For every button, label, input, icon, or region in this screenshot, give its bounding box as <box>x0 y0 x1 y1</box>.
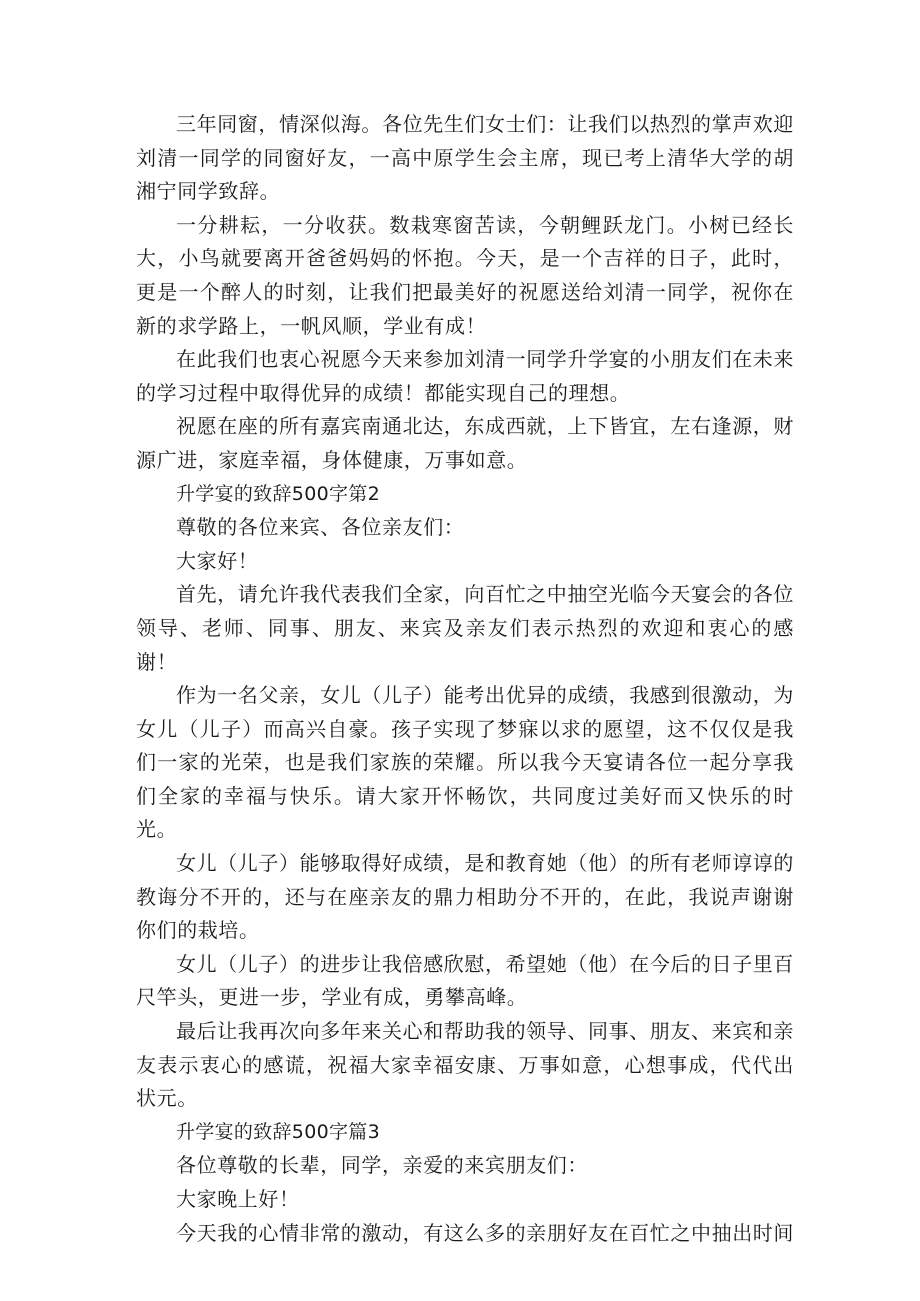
salutation: 尊敬的各位来宾、各位亲友们： <box>176 515 465 540</box>
section-heading: 升学宴的致辞500字第2 <box>176 482 380 505</box>
salutation: 各位尊敬的长辈，同学，亲爱的来宾朋友们： <box>176 1153 588 1178</box>
paragraph: 祝愿在座的所有嘉宾南通北达，东成西就，上下皆宜，左右逢源，财源广进，家庭幸福，身体健康，万事如意。 <box>136 414 794 472</box>
paragraph: 一分耕耘，一分收获。数栽寒窗苦读，今朝鲤跃龙门。小树已经长大，小鸟就要离开爸爸妈妈的怀抱。今天，是一个吉祥的日子，此时，更是一个醉人的时刻，让我们把最美好的祝愿送给刘清一同学，祝你在新的求学路上，一帆风顺，学业有成！ <box>136 212 794 338</box>
paragraph: 三年同窗，情深似海。各位先生们女士们：让我们以热烈的掌声欢迎刘清一同学的同窗好友，一高中原学生会主席，现已考上清华大学的胡湘宁同学致辞。 <box>136 112 794 204</box>
document-page <box>136 108 794 1250</box>
paragraph: 作为一名父亲，女儿（儿子）能考出优异的成绩，我感到很激动，为女儿（儿子）而高兴自豪。孩子实现了梦寐以求的愿望，这不仅仅是我们一家的光荣，也是我们家族的荣耀。所以我今天宴请各位一起分享我们全家的幸福与快乐。请大家开怀畅饮，共同度过美好而又快乐的时光。 <box>136 683 794 842</box>
paragraph: 今天我的心情非常的激动，有这么多的亲朋好友在百忙之中抽出时间 <box>176 1220 794 1245</box>
paragraph: 在此我们也衷心祝愿今天来参加刘清一同学升学宴的小朋友们在未来的学习过程中取得优异的成绩！都能实现自己的理想。 <box>136 347 794 405</box>
paragraph: 女儿（儿子）的进步让我倍感欣慰，希望她（他）在今后的日子里百尺竿头，更进一步，学业有成，勇攀高峰。 <box>136 951 794 1010</box>
paragraph: 最后让我再次向多年来关心和帮助我的领导、同事、朋友、来宾和亲友表示衷心的感谎，祝福大家幸福安康、万事如意，心想事成，代代出状元。 <box>136 1019 794 1111</box>
greeting: 大家晚上好！ <box>176 1187 300 1211</box>
section-heading: 升学宴的致辞500字篇3 <box>176 1120 380 1143</box>
greeting: 大家好！ <box>176 548 259 573</box>
paragraph: 首先，请允许我代表我们全家，向百忙之中抽空光临今天宴会的各位领导、老师、同事、朋友、来宾及亲友们表示热烈的欢迎和衷心的感谢！ <box>136 582 794 674</box>
paragraph: 女儿（儿子）能够取得好成绩，是和教育她（他）的所有老师谆谆的教诲分不开的，还与在座亲友的鼎力相助分不开的，在此，我说声谢谢你们的栽培。 <box>136 851 794 943</box>
